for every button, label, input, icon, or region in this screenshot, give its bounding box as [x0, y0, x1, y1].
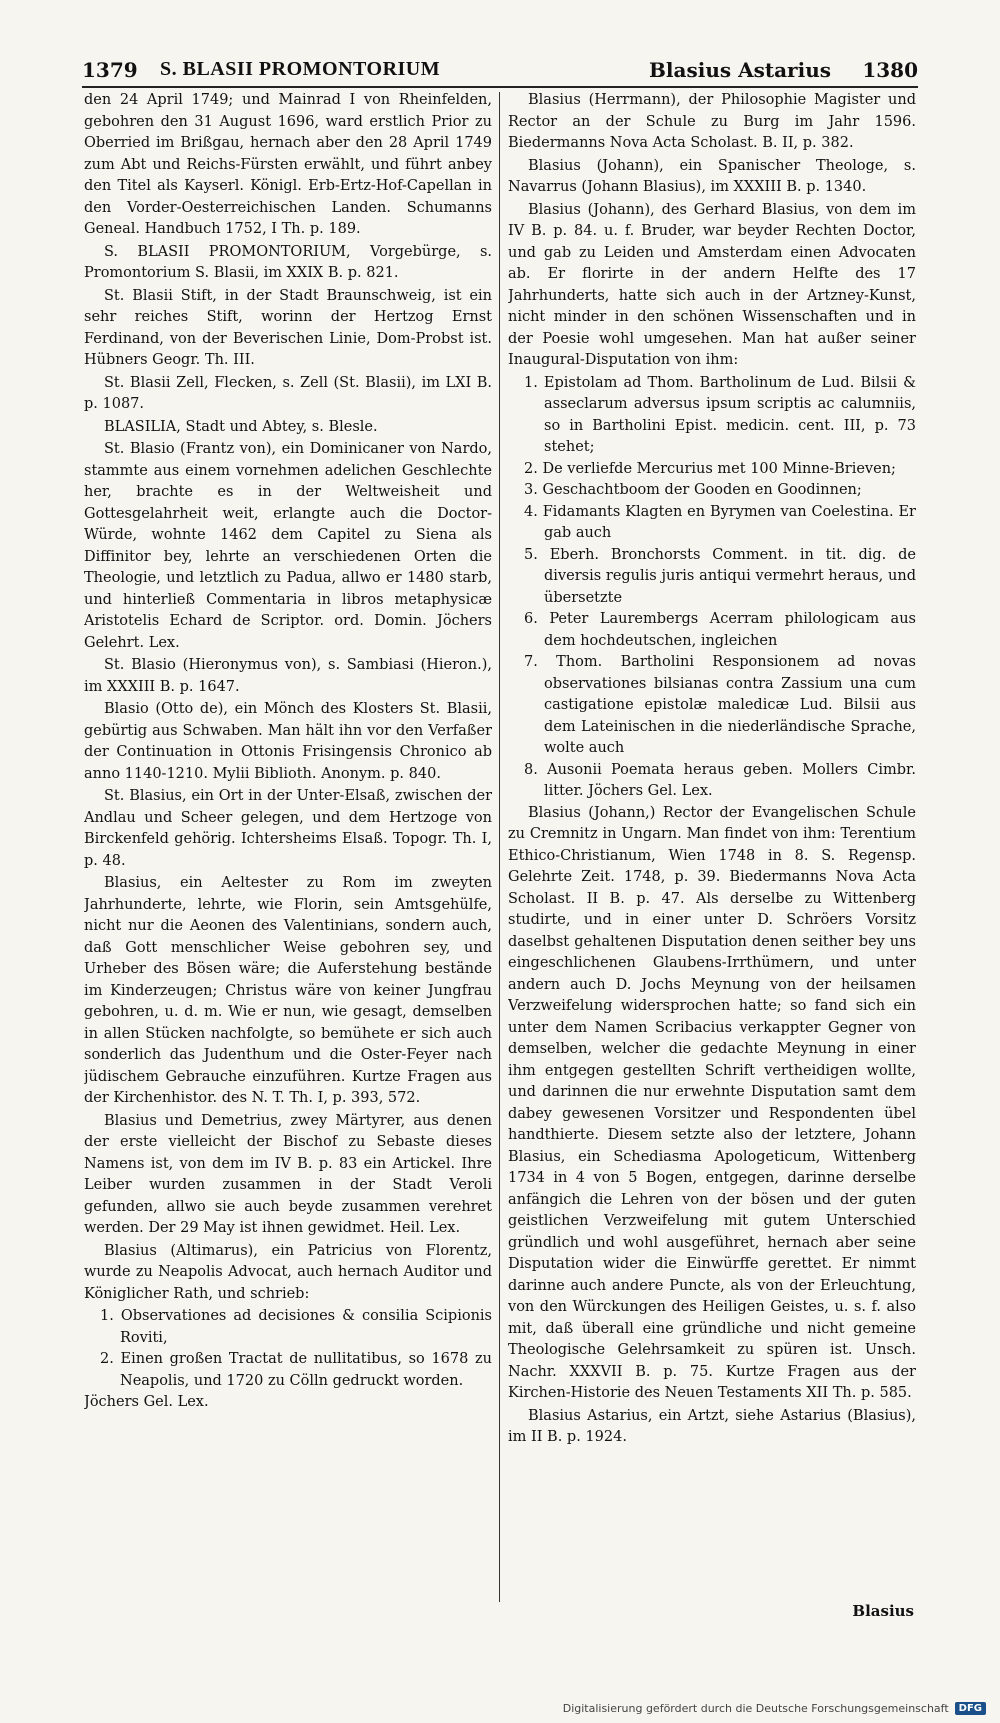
list-item: 6. Peter Laurembergs Acerram philologicam aus dem hochdeutschen, ingleichen	[524, 611, 916, 649]
footer-text: Digitalisierung gefördert durch die Deutsche Forschungsgemeinschaft	[562, 1702, 949, 1715]
dictionary-entry: St. Blasii Stift, in der Stadt Braunschweig, ist ein sehr reiches Stift, worinn der Hertzog Ernst Ferdinand, von der Beverischen Linie, Dom-Probst ist. Hübners Geogr. Th. III.	[84, 287, 492, 368]
dictionary-entry: St. Blasii Zell, Flecken, s. Zell (St. Blasii), im LXI B. p. 1087.	[84, 374, 492, 412]
dictionary-entry: Blasius Astarius, ein Artzt, siehe Astarius (Blasius), im II B. p. 1924.	[508, 1407, 916, 1445]
left-numbered-list	[84, 1306, 492, 1392]
dictionary-entry: S. BLASII PROMONTORIUM, Vorgebürge, s. Promontorium S. Blasii, im XXIX B. p. 821.	[84, 243, 492, 281]
dictionary-entry: BLASILIA, Stadt und Abtey, s. Blesle.	[104, 418, 378, 435]
dictionary-entry: Blasius (Johann), ein Spanischer Theologe, s. Navarrus (Johann Blasius), im XXXIII B. p. 1340.	[508, 157, 916, 195]
list-item: 1. Observationes ad decisiones & consilia Scipionis Roviti,	[100, 1308, 492, 1346]
left-page-number: 1379	[82, 58, 138, 82]
dictionary-entry: St. Blasio (Frantz von), ein Dominicaner von Nardo, stammte aus einem vornehmen adelichen Geschlechte her, brachte es in der Weltweisheit und Gottesgelahrheit weit, erlangte auch die Doctor-Würde, wohnte 1462 dem Capitel zu Siena als Diffinitor bey, lehrte an verschiedenen Orten die Theologie, und letztlich zu Padua, allwo er 1480 starb, und hinterließ Commentaria in libros metaphysicæ Aristotelis Echard de Scriptor. ord. Domin. Jöchers Gelehrt. Lex.	[84, 441, 492, 651]
right-numbered-list	[508, 373, 916, 803]
dictionary-entry: St. Blasio (Hieronymus von), s. Sambiasi (Hieron.), im XXXIII B. p. 1647.	[84, 657, 492, 695]
dictionary-entry: Blasius und Demetrius, zwey Märtyrer, aus denen der erste vielleicht der Bischof zu Sebaste dieses Namens ist, von dem im IV B. p. 83 ein Artickel. Ihre Leiber wurden zusammen in der Stadt Veroli gefunden, allwo sie auch beyde zusammen verehret werden. Der 29 May ist ihnen gewidmet. Heil. Lex.	[84, 1112, 492, 1236]
list-item: 2. De verliefde Mercurius met 100 Minne-Brieven;	[524, 460, 896, 477]
header-rule	[82, 86, 918, 88]
right-running-title: Blasius Astarius	[649, 58, 831, 82]
list-item: 1. Epistolam ad Thom. Bartholinum de Lud. Bilsii & asseclarum adversus ipsum scriptis ac calumniis, so in Bartholini Epist. medicin. cent. III, p. 73 stehet;	[524, 374, 916, 455]
right-column	[508, 90, 916, 1593]
list-item: 4. Fidamants Klagten en Byrymen van Coelestina. Er gab auch	[524, 503, 916, 541]
dictionary-entry: Blasius, ein Aeltester zu Rom im zweyten Jahrhunderte, lehrte, wie Florin, sein Amtsgehülfe, nicht nur die Aeonen des Valentinians, sondern auch, daß Gott menschlicher Weise gebohren sey, und Urheber des Bösen wäre; die Auferstehung bestände im Kinderzeugen; Christus wäre von keiner Jungfrau gebohren, u. d. m. Wie er nun, wie gesagt, demselben in allen Stücken nachfolgte, so bemühete er sich auch sonderlich das Judenthum und die Oster-Feyer nach jüdischem Gebrauche einzuführen. Kurtze Fragen aus der Kirchenhistor. des N. T. Th. I, p. 393, 572.	[84, 875, 492, 1106]
dictionary-entry: Blasio (Otto de), ein Mönch des Klosters St. Blasii, gebürtig aus Schwaben. Man hält ihn vor den Verfaßer der Continuation in Ottonis Frisingensis Chronico ab anno 1140-1210. Mylii Biblioth. Anonym. p. 840.	[84, 701, 492, 782]
dictionary-entry: St. Blasius, ein Ort in der Unter-Elsaß, zwischen der Andlau und Scheer gelegen, und dem Hertzoge von Birckenfeld gehörig. Ichtersheims Elsaß. Topogr. Th. I, p. 48.	[84, 788, 492, 869]
running-header	[82, 58, 918, 88]
list-item: 3. Geschachtboom der Gooden en Goodinnen;	[524, 482, 862, 498]
digitization-footer	[563, 1702, 986, 1715]
dictionary-entry: Blasius (Herrmann), der Philosophie Magister und Rector an der Schule zu Burg im Jahr 1596. Biedermanns Nova Acta Scholast. B. II, p. 382.	[508, 92, 916, 151]
left-running-title: S. BLASII PROMONTORIUM	[160, 58, 441, 80]
list-item: 7. Thom. Bartholini Responsionem ad novas observationes bilsianas contra Zassium una cum castigatione epistolæ maledicæ Lud. Bilsii aus dem Lateinischen in die niederländische Sprache, wolte auch	[524, 654, 916, 756]
list-item: 5. Eberh. Bronchorsts Comment. in tit. dig. de diversis regulis juris antiqui vermehrt heraus, und übersetzte	[524, 546, 916, 606]
dictionary-entry: den 24 April 1749; und Mainrad I von Rheinfelden, gebohren den 31 August 1696, ward erstlich Prior zu Oberried im Brißgau, hernach aber den 28 April 1749 zum Abt und Reichs-Fürsten erwählt, und führt anbey den Titel als Kayserl. Königl. Erb-Ertz-Hof-Capellan in den Vorder-Oesterreichischen Landen. Schumanns Geneal. Handbuch 1752, I Th. p. 189.	[84, 92, 492, 237]
column-divider	[499, 92, 500, 1602]
list-item: 8. Ausonii Poemata heraus geben. Mollers Cimbr. litter. Jöchers Gel. Lex.	[524, 761, 916, 799]
dictionary-entry: Blasius (Altimarus), ein Patricius von Florentz, wurde zu Neapolis Advocat, auch hernach Auditor und Königlicher Rath, und schrieb:	[84, 1242, 492, 1302]
dictionary-entry: Blasius (Johann), des Gerhard Blasius, von dem im IV B. p. 84. u. f. Bruder, war beyder Rechten Doctor, und gab zu Leiden und Amsterdam einen Advocaten ab. Er florirte in der andern Helfte des 17 Jahrhunderts, hatte sich auch in der Artzney-Kunst, nicht minder in den schönen Wissenschaften und in der Poesie wohl umgesehen. Man hat außer seiner Inaugural-Disputation von ihm:	[508, 201, 916, 368]
dictionary-entry: Blasius (Johann,) Rector der Evangelischen Schule zu Cremnitz in Ungarn. Man findet von ihm: Terentium Ethico-Christianum, Wien 1748 in 8. S. Regensp. Gelehrte Zeit. 1748, p. 39. Biedermanns Nova Acta Scholast. II B. p. 47. Als derselbe zu Wittenberg studirte, und in einer unter D. Schröers Vorsitz daselbst gehaltenen Disputation denen seither bey uns eingeschlichenen Glaubens-Irrthümern, und unter andern auch D. Jochs Meynung von der heilsamen Verzweifelung widersprochen hatte; so fand sich ein unter dem Namen Scribacius verkappter Gegner von demselben, welcher die gedachte Meynung in einer ihm entgegen gestellten Schrift vertheidigen wollte, und darinnen die nur erwehnte Disputation samt dem dabey gewesenen Vorsitzer und Respondenten übel handthierte. Diesem setzte also der letztere, Johann Blasius, ein Schediasma Apologeticum, Wittenberg 1734 in 4 von 5 Bogen, entgegen, darinne derselbe anfängich die Lehren von der bösen und der guten geistlichen Verzweifelung mit gutem Unterschied gründlich und wohl ausgeführet, hernach aber seine Disputation wider die Einwürffe gerettet. Er nimmt darinne auch andere Puncte, als von der Erleuchtung, von den Würckungen des Heiligen Geistes, u. s. f. also mit, daß überall eine gründliche und nicht gemeine Theologische Gelehrsamkeit zu spüren ist. Unsch. Nachr. XXXVII B. p. 75. Kurtze Fragen aus der Kirchen-Historie des Neuen Testaments XII Th. p. 585.	[508, 804, 916, 1401]
left-tail-reference: Jöchers Gel. Lex.	[84, 1394, 209, 1410]
dfg-logo: DFG	[955, 1702, 986, 1715]
right-page-number: 1380	[862, 58, 918, 82]
left-column	[84, 90, 492, 1593]
catchword: Blasius	[852, 1602, 914, 1620]
list-item: 2. Einen großen Tractat de nullitatibus, so 1678 zu Neapolis, und 1720 zu Cölln gedruckt worden.	[100, 1351, 492, 1389]
